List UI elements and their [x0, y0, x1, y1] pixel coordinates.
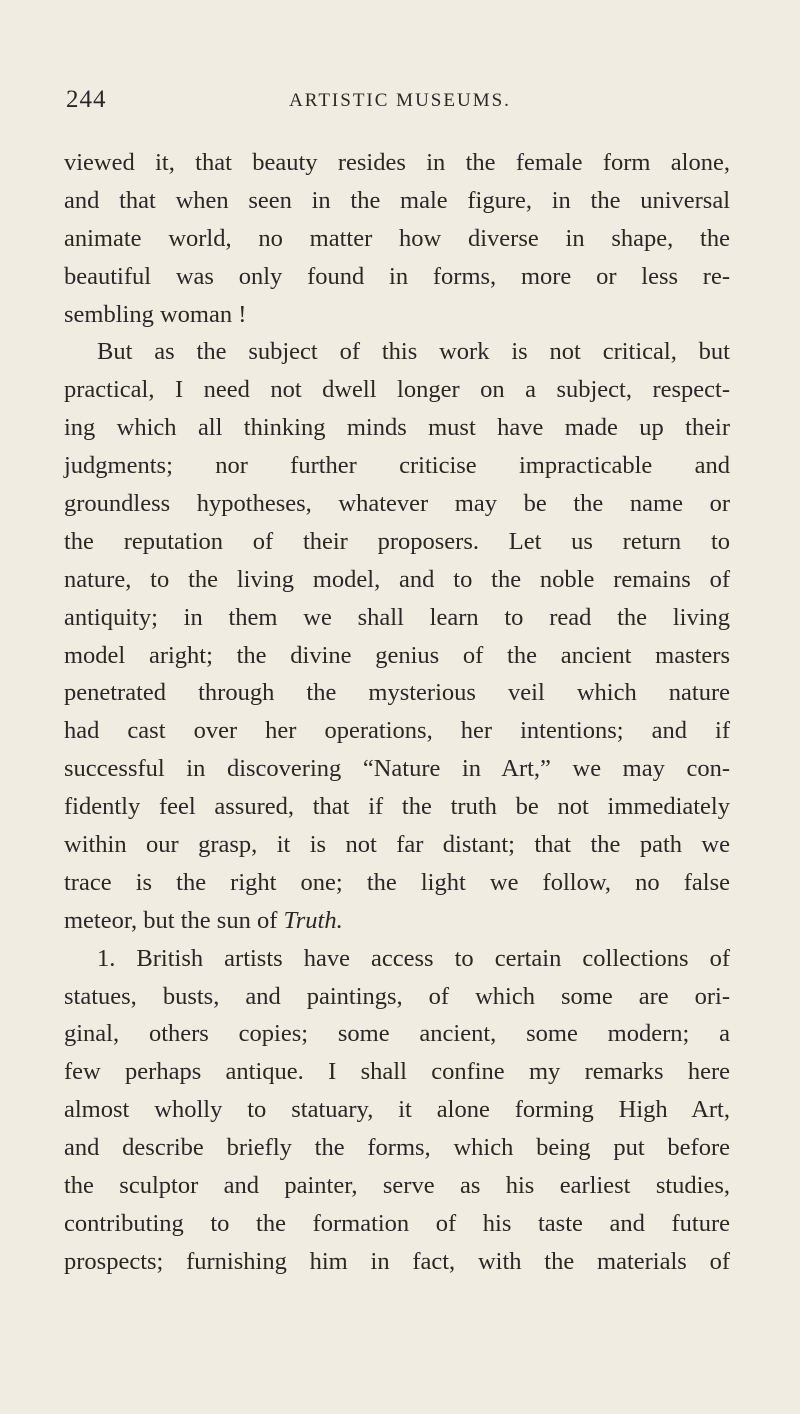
page-number: 244	[66, 86, 107, 113]
text-line: viewed it, that beauty resides in the female form alone,	[64, 149, 730, 176]
text-line: practical, I need not dwell longer on a subject, respect-	[64, 376, 730, 404]
paragraph-first-line: But as the subject of this work is not critical, but	[97, 338, 730, 366]
text-line-start: meteor, but the sun of	[64, 906, 278, 934]
text-line: and that when seen in the male figure, in the universal	[64, 186, 730, 214]
text-line: nature, to the living model, and to the noble remains of	[64, 565, 730, 593]
text-line-with-emphasis	[64, 902, 730, 940]
numbered-paragraph-first-line: 1. British artists have access to certain collections of	[97, 944, 730, 972]
text-line: and describe briefly the forms, which being put before	[64, 1134, 730, 1162]
text-line: antiquity; in them we shall learn to read the living	[64, 603, 730, 631]
text-line: animate world, no matter how diverse in shape, the	[64, 224, 730, 252]
text-line: beautiful was only found in forms, more or less re-	[64, 262, 730, 290]
text-line: trace is the right one; the light we follow, no false	[64, 868, 730, 896]
text-line: statues, busts, and paintings, of which some are ori-	[64, 982, 730, 1010]
text-line: groundless hypotheses, whatever may be the name or	[64, 490, 730, 518]
text-line: ing which all thinking minds must have made up their	[64, 414, 730, 442]
emphasis-truth: Truth.	[283, 906, 343, 934]
text-line: contributing to the formation of his taste and future	[64, 1209, 730, 1237]
text-line: fidently feel assured, that if the truth be not immediately	[64, 793, 730, 821]
text-line: prospects; furnishing him in fact, with the materials of	[64, 1247, 730, 1275]
text-line: sembling woman !	[64, 300, 247, 328]
text-line: the sculptor and painter, serve as his earliest studies,	[64, 1172, 730, 1200]
running-title: ARTISTIC MUSEUMS.	[289, 90, 511, 111]
text-line: judgments; nor further criticise impracticable and	[64, 452, 730, 480]
text-line: within our grasp, it is not far distant; that the path we	[64, 831, 730, 859]
text-line: ginal, others copies; some ancient, some modern; a	[64, 1020, 730, 1048]
text-line: model aright; the divine genius of the ancient masters	[64, 641, 730, 669]
text-line: successful in discovering “Nature in Art,” we may con-	[64, 755, 730, 783]
body-text	[64, 144, 730, 1281]
running-head	[0, 86, 800, 116]
text-line: penetrated through the mysterious veil which nature	[64, 679, 730, 707]
text-line: had cast over her operations, her intentions; and if	[64, 717, 730, 745]
text-line: almost wholly to statuary, it alone forming High Art,	[64, 1096, 730, 1124]
text-line: the reputation of their proposers. Let us return to	[64, 527, 730, 555]
text-line: few perhaps antique. I shall confine my remarks here	[64, 1058, 730, 1086]
